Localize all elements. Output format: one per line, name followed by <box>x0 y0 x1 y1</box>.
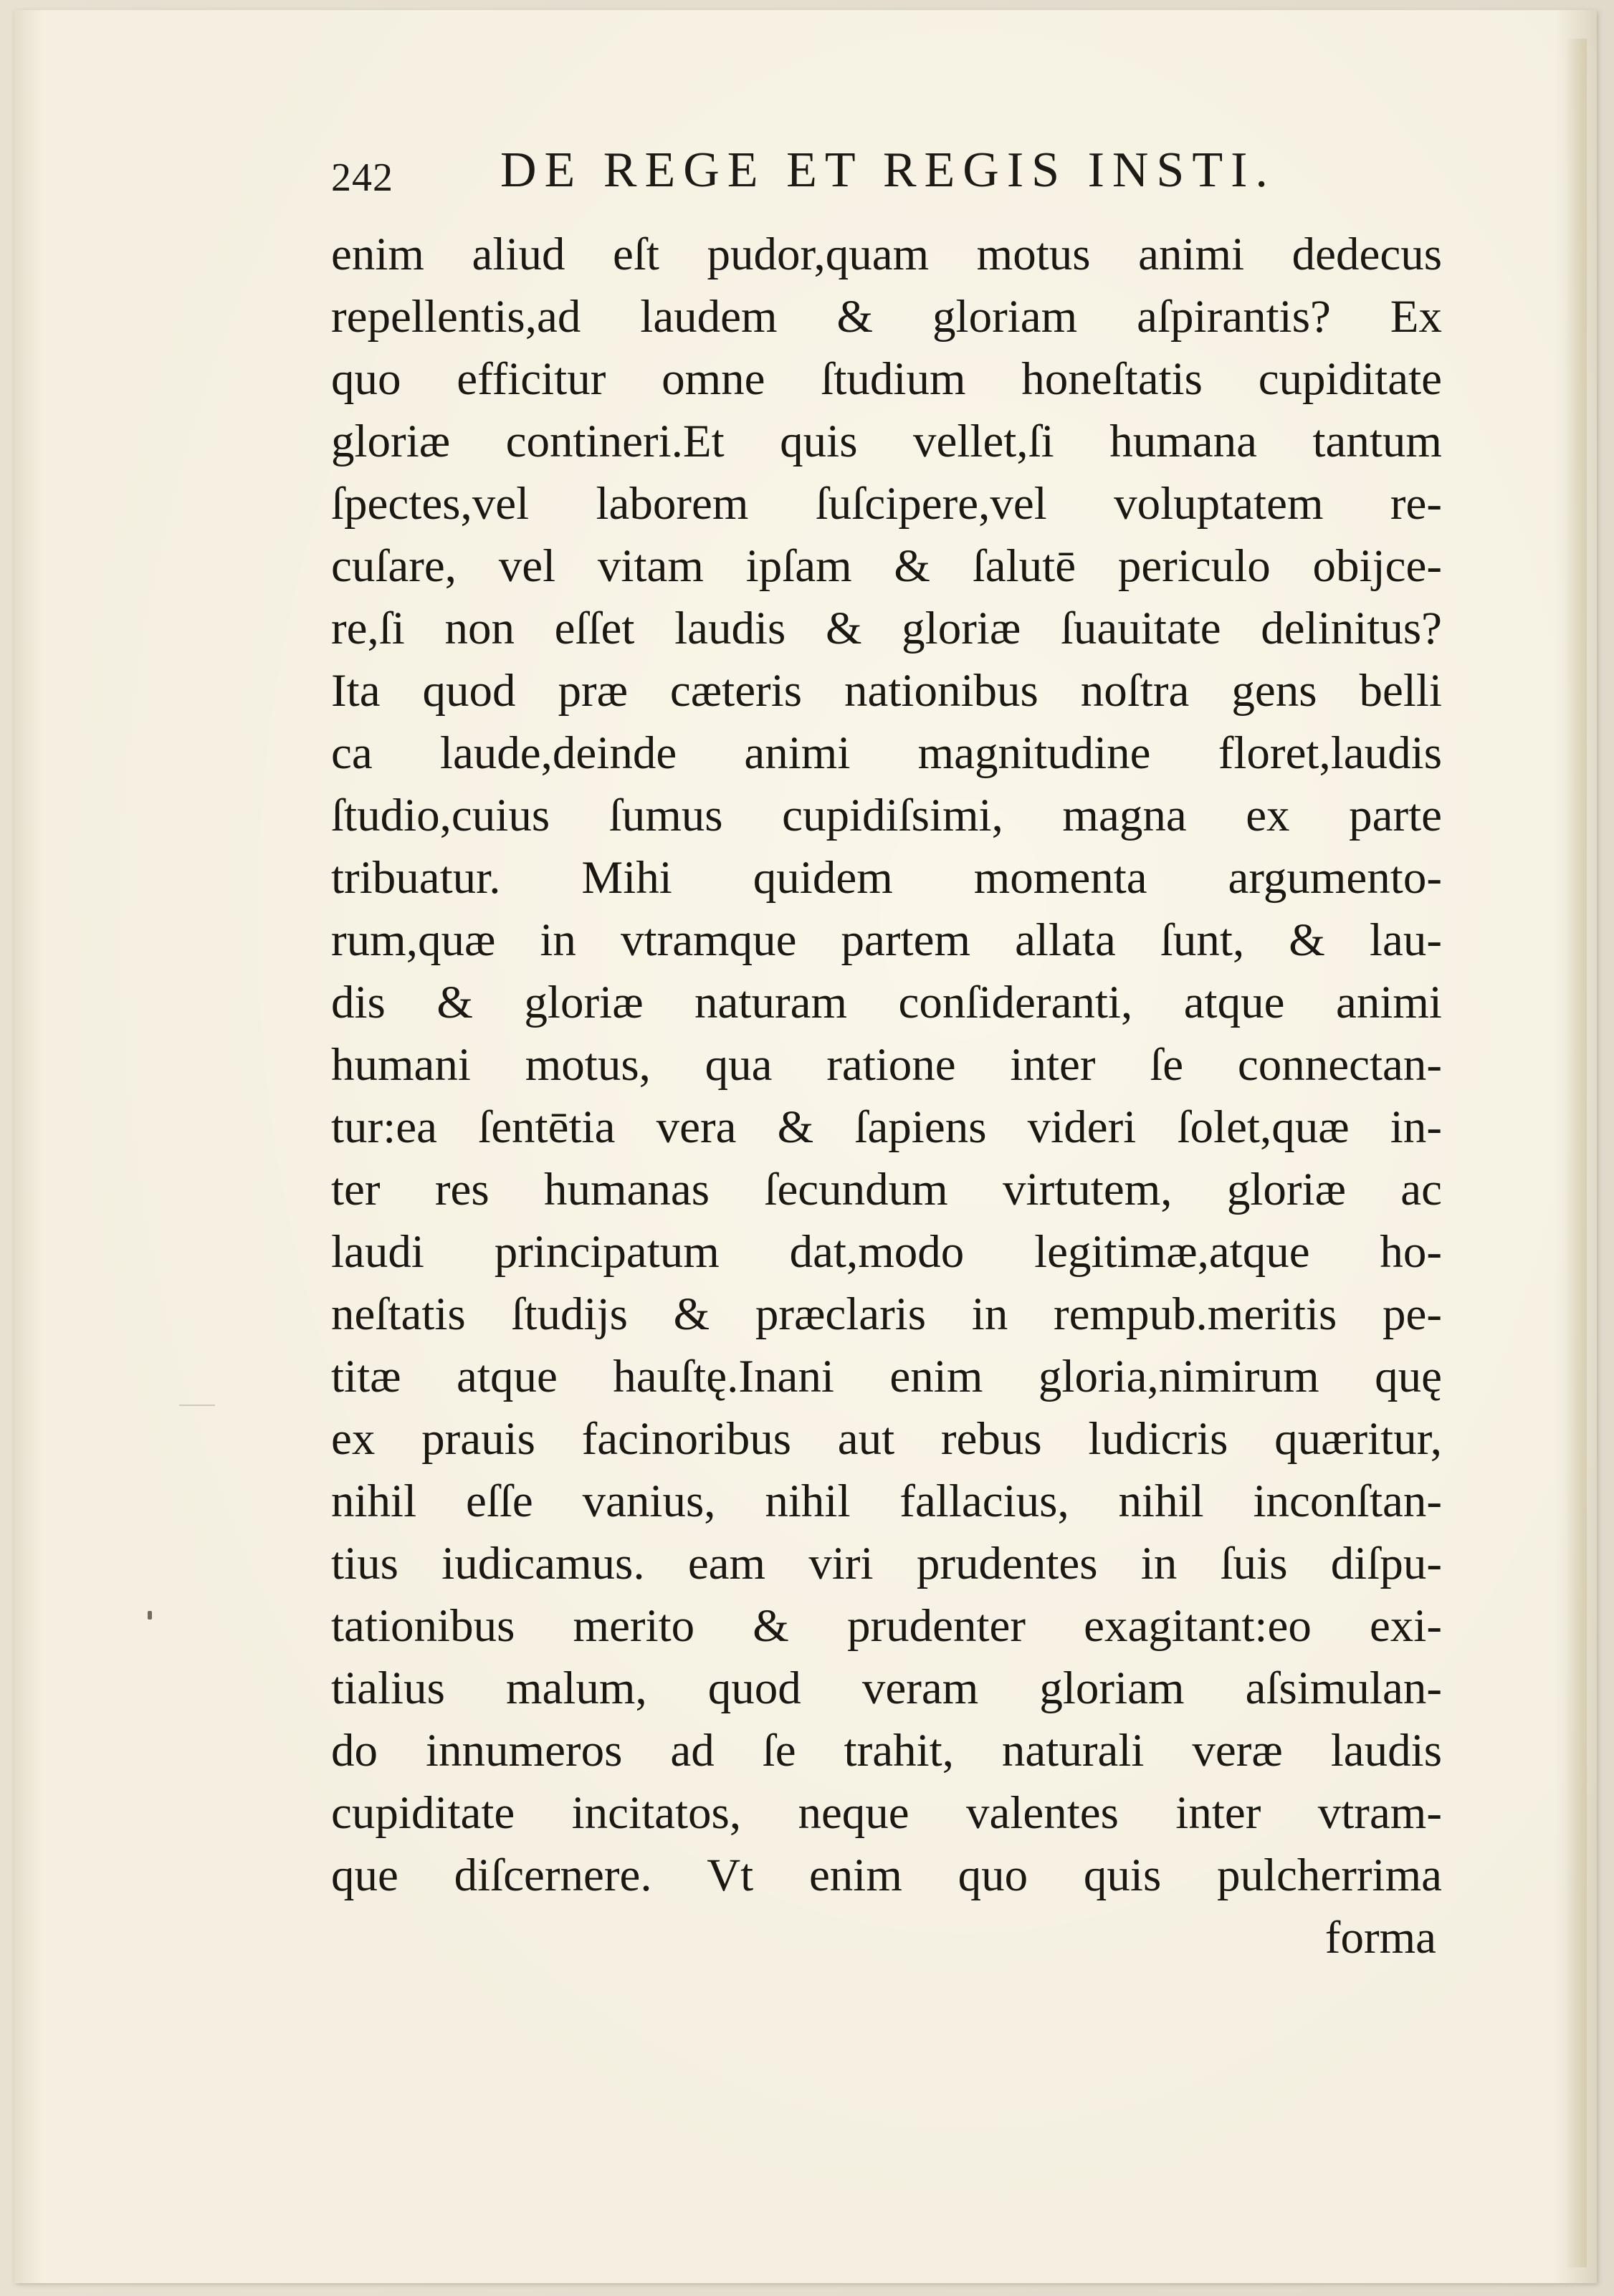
catchword: forma <box>1324 1912 1436 1963</box>
text-line: dis & gloriæ naturam conſideranti, atque animi <box>331 977 1442 1028</box>
text-line: laudi principatum dat,modo legitimæ,atque ho- <box>331 1226 1442 1278</box>
text-line: ſtudio,cuius ſumus cupidiſsimi, magna ex parte <box>331 790 1442 841</box>
text-line: cupiditate incitatos, neque valentes inter vtram- <box>331 1787 1442 1839</box>
ink-speck <box>148 1611 152 1620</box>
text-line: re,ſi non eſſet laudis & gloriæ ſuauitate delinitus? <box>331 603 1442 654</box>
text-line: gloriæ contineri.Et quis vellet,ſi humana tantum <box>331 416 1442 467</box>
running-head: DE REGE ET REGIS INSTI. <box>500 143 1276 198</box>
text-line: ca laude,deinde animi magnitudine floret,laudis <box>331 727 1442 779</box>
text-line: Ita quod præ cæteris nationibus noſtra gens belli <box>331 665 1442 717</box>
page-edge-shadow <box>1565 39 1587 2267</box>
text-line: repellentis,ad laudem & gloriam aſpirantis? Ex <box>331 291 1442 343</box>
body-text <box>331 224 1442 1969</box>
text-line: tur:ea ſentētia vera & ſapiens videri ſolet,quæ in- <box>331 1101 1442 1153</box>
text-line: ſpectes,vel laborem ſuſcipere,vel voluptatem re- <box>331 478 1442 530</box>
page-number: 242 <box>331 156 393 200</box>
text-line: enim aliud eſt pudor,quam motus animi dedecus <box>331 229 1442 280</box>
text-line: quo efficitur omne ſtudium honeſtatis cupiditate <box>331 353 1442 405</box>
text-line: nihil eſſe vanius, nihil fallacius, nihil inconſtan- <box>331 1475 1442 1527</box>
text-line: tationibus merito & prudenter exagitant:eo exi- <box>331 1600 1442 1652</box>
text-line: do innumeros ad ſe trahit, naturali veræ laudis <box>331 1725 1442 1776</box>
text-line: ter res humanas ſecundum virtutem, gloriæ ac <box>331 1164 1442 1215</box>
text-line: rum,quæ in vtramque partem allata ſunt, & lau- <box>331 914 1442 966</box>
page-header <box>331 140 1449 205</box>
text-line: humani motus, qua ratione inter ſe connectan- <box>331 1039 1442 1091</box>
text-line: neſtatis ſtudijs & præclaris in rempub.meritis pe- <box>331 1288 1442 1340</box>
text-line: titæ atque hauſtę.Inani enim gloria,nimirum quę <box>331 1351 1442 1402</box>
text-line: ex prauis facinoribus aut rebus ludicris quæritur, <box>331 1413 1442 1465</box>
text-line: que diſcernere. Vt enim quo quis pulcherrima <box>331 1850 1442 1901</box>
text-line: cuſare, vel vitam ipſam & ſalutē periculo obijce- <box>331 540 1442 592</box>
text-line: tialius malum, quod veram gloriam aſsimulan- <box>331 1663 1442 1714</box>
text-line: tribuatur. Mihi quidem momenta argumento- <box>331 852 1442 904</box>
paper-fiber <box>179 1405 215 1406</box>
text-line: tius iudicamus. eam viri prudentes in ſuis diſpu- <box>331 1538 1442 1589</box>
